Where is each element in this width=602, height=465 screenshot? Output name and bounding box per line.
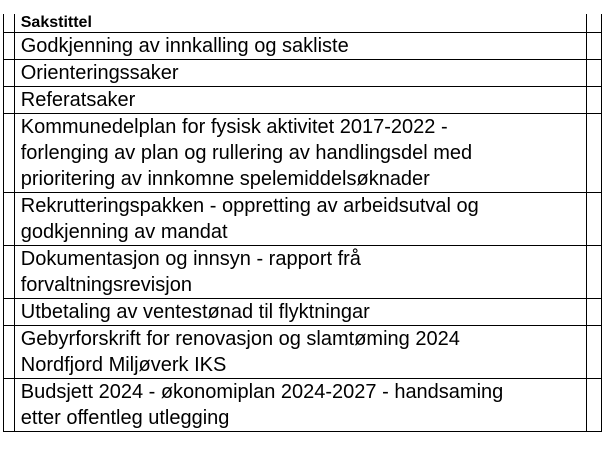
case-number-cell bbox=[4, 299, 15, 326]
case-title-line: Kommunedelplan for fysisk aktivitet 2017-2022 - bbox=[20, 116, 448, 138]
case-title-cell bbox=[14, 326, 587, 379]
case-number-cell bbox=[4, 14, 15, 33]
case-title-cell bbox=[14, 299, 587, 326]
case-title-line: Dokumentasjon og innsyn - rapport frå bbox=[20, 248, 361, 270]
case-number-cell bbox=[4, 379, 15, 432]
case-title-line: Godkjenning av innkalling og sakliste bbox=[20, 35, 349, 57]
case-title-cell bbox=[14, 114, 587, 193]
case-title-line: godkjenning av mandat bbox=[20, 221, 228, 243]
case-title-line: forlenging av plan og rullering av handlingsdel med bbox=[20, 142, 473, 164]
table-row bbox=[4, 193, 602, 246]
column-header-case-title: Sakstittel bbox=[14, 14, 587, 33]
case-title-cell bbox=[14, 33, 587, 60]
table-row bbox=[4, 60, 602, 87]
case-title-line: Nordfjord Miljøverk IKS bbox=[20, 354, 227, 376]
case-title-line: Budsjett 2024 - økonomiplan 2024-2027 - handsaming bbox=[20, 381, 504, 403]
case-number-cell bbox=[4, 114, 15, 193]
extra-cell bbox=[587, 87, 602, 114]
case-title-line: Gebyrforskrift for renovasjon og slamtøming 2024 bbox=[20, 328, 460, 350]
extra-cell bbox=[587, 299, 602, 326]
table-row bbox=[4, 299, 602, 326]
agenda-table bbox=[3, 14, 602, 432]
case-title-line: Referatsaker bbox=[20, 89, 136, 111]
case-title-cell bbox=[14, 87, 587, 114]
table-row bbox=[4, 246, 602, 299]
extra-cell bbox=[587, 14, 602, 33]
case-title-line: prioritering av innkomne spelemiddelsøknader bbox=[20, 168, 430, 190]
case-title-line: etter offentleg utlegging bbox=[20, 407, 230, 429]
case-number-cell bbox=[4, 60, 15, 87]
extra-cell bbox=[587, 246, 602, 299]
extra-cell bbox=[587, 379, 602, 432]
table-row bbox=[4, 87, 602, 114]
extra-cell bbox=[587, 114, 602, 193]
table-row bbox=[4, 379, 602, 432]
case-title-cell bbox=[14, 379, 587, 432]
table-header-row bbox=[4, 14, 602, 33]
table-row bbox=[4, 326, 602, 379]
extra-cell bbox=[587, 326, 602, 379]
extra-cell bbox=[587, 60, 602, 87]
case-number-cell bbox=[4, 193, 15, 246]
table-row bbox=[4, 114, 602, 193]
case-title-line: Utbetaling av ventestønad til flyktningar bbox=[20, 301, 370, 323]
case-title-cell bbox=[14, 60, 587, 87]
extra-cell bbox=[587, 193, 602, 246]
case-number-cell bbox=[4, 246, 15, 299]
extra-cell bbox=[587, 33, 602, 60]
table-row bbox=[4, 33, 602, 60]
case-title-line: forvaltningsrevisjon bbox=[20, 274, 192, 296]
case-title-cell bbox=[14, 246, 587, 299]
case-title-line: Orienteringssaker bbox=[20, 62, 179, 84]
case-number-cell bbox=[4, 33, 15, 60]
case-number-cell bbox=[4, 87, 15, 114]
case-title-line: Rekrutteringspakken - oppretting av arbeidsutval og bbox=[20, 195, 479, 217]
case-title-cell bbox=[14, 193, 587, 246]
case-number-cell bbox=[4, 326, 15, 379]
